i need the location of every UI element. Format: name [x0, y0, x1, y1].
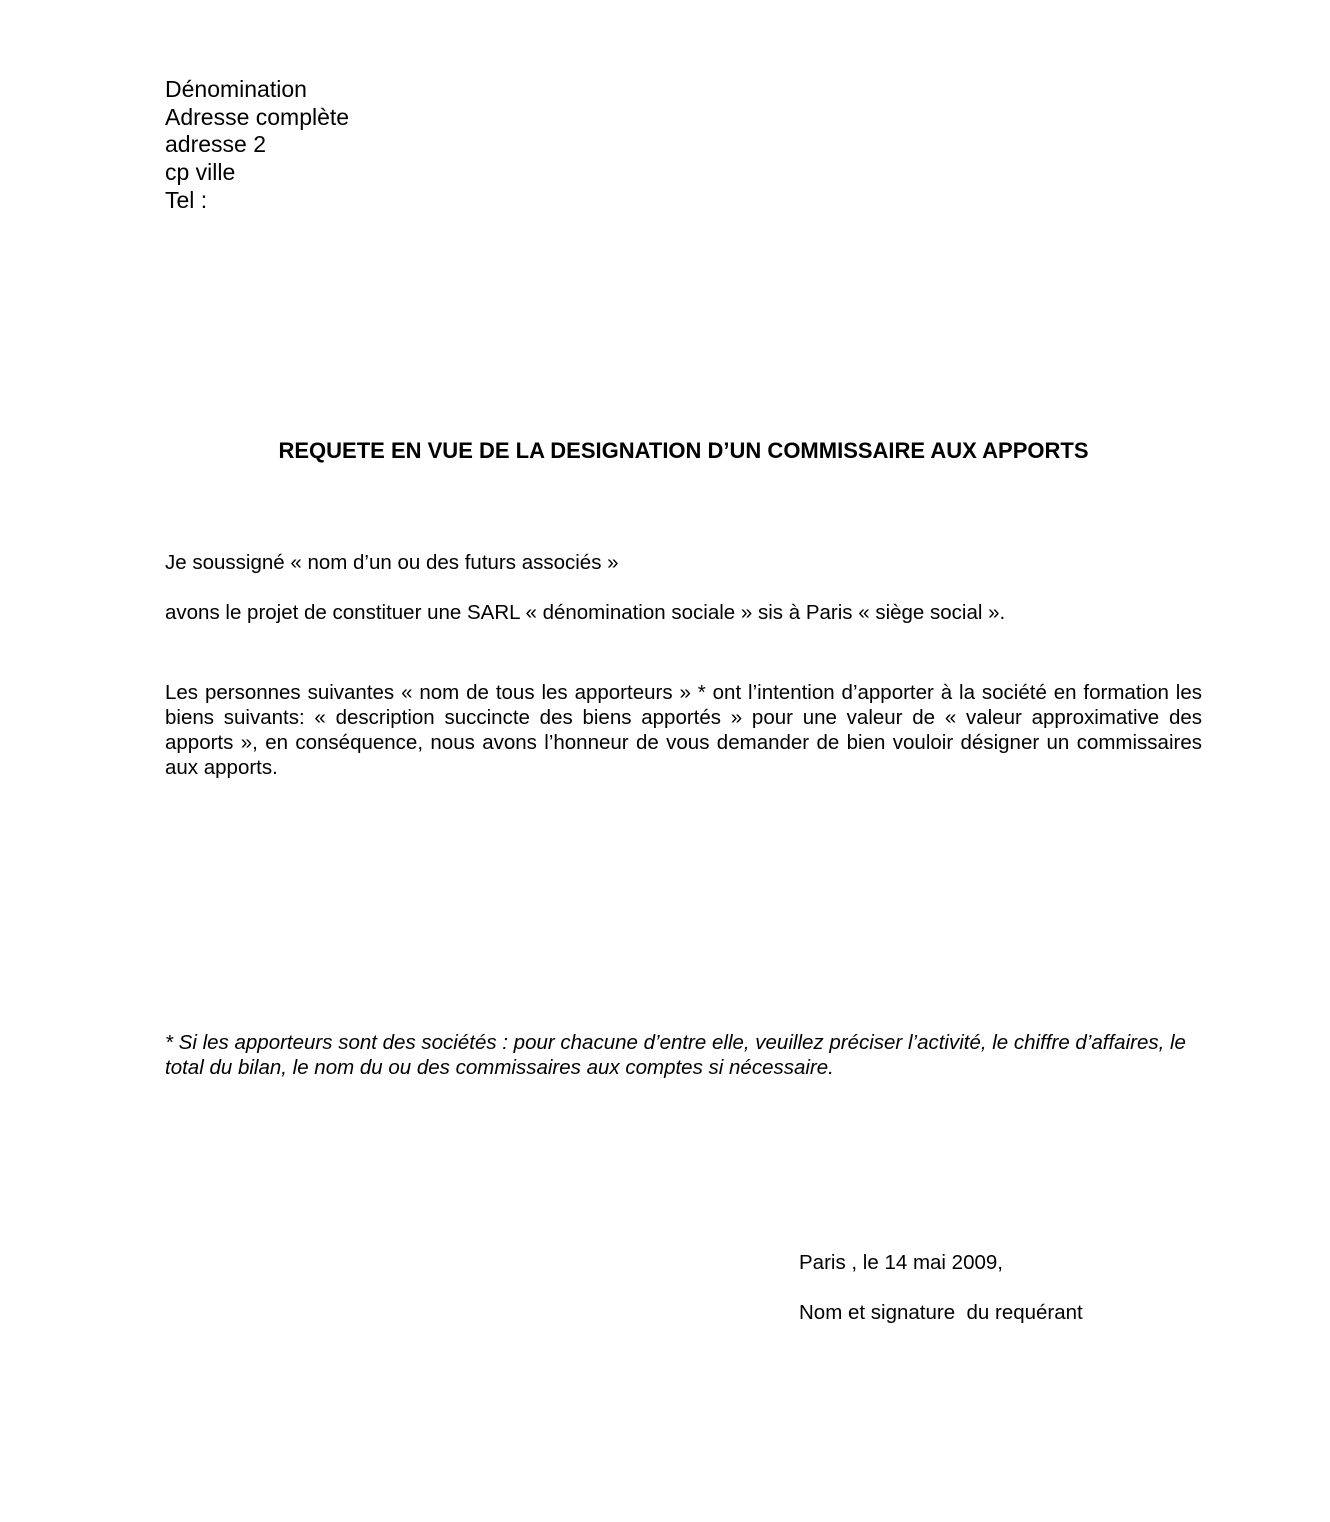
sender-phone: Tel :: [165, 186, 208, 213]
signature-label: Nom et signature du requérant: [799, 1301, 1083, 1324]
document-title: REQUETE EN VUE DE LA DESIGNATION D’UN COMMISSAIRE AUX APPORTS: [278, 438, 1089, 463]
body-paragraph-undersigned: Je soussigné « nom d’un ou des futurs associés »: [165, 551, 619, 574]
footnote: * Si les apporteurs sont des sociétés : pour chacune d’entre elle, veuillez préciser l’activité, le chiffre d’affaires, le total du bilan, le nom du ou des commissaires aux comptes si nécessaire.: [165, 1031, 1186, 1079]
sender-postcode-city: cp ville: [165, 159, 236, 186]
body-paragraph-request: Les personnes suivantes « nom de tous les apporteurs » * ont l’intention d’apporter à la société en formation les biens suivants: « description succincte des biens apportés » pour une valeur de « valeur approximative des apports », en conséquence, nous avons l’honneur de vous demander de bien vouloir désigner un commissaires aux apports.: [165, 681, 1202, 779]
signature-place-date: Paris , le 14 mai 2009,: [799, 1251, 1003, 1274]
body-paragraph-project: avons le projet de constituer une SARL « dénomination sociale » sis à Paris « siège social ».: [165, 601, 1006, 624]
sender-address-line-1: Adresse complète: [165, 103, 350, 130]
sender-name: Dénomination: [165, 76, 307, 102]
sender-address-line-2: adresse 2: [165, 131, 267, 158]
sender-address-block: [165, 76, 349, 215]
